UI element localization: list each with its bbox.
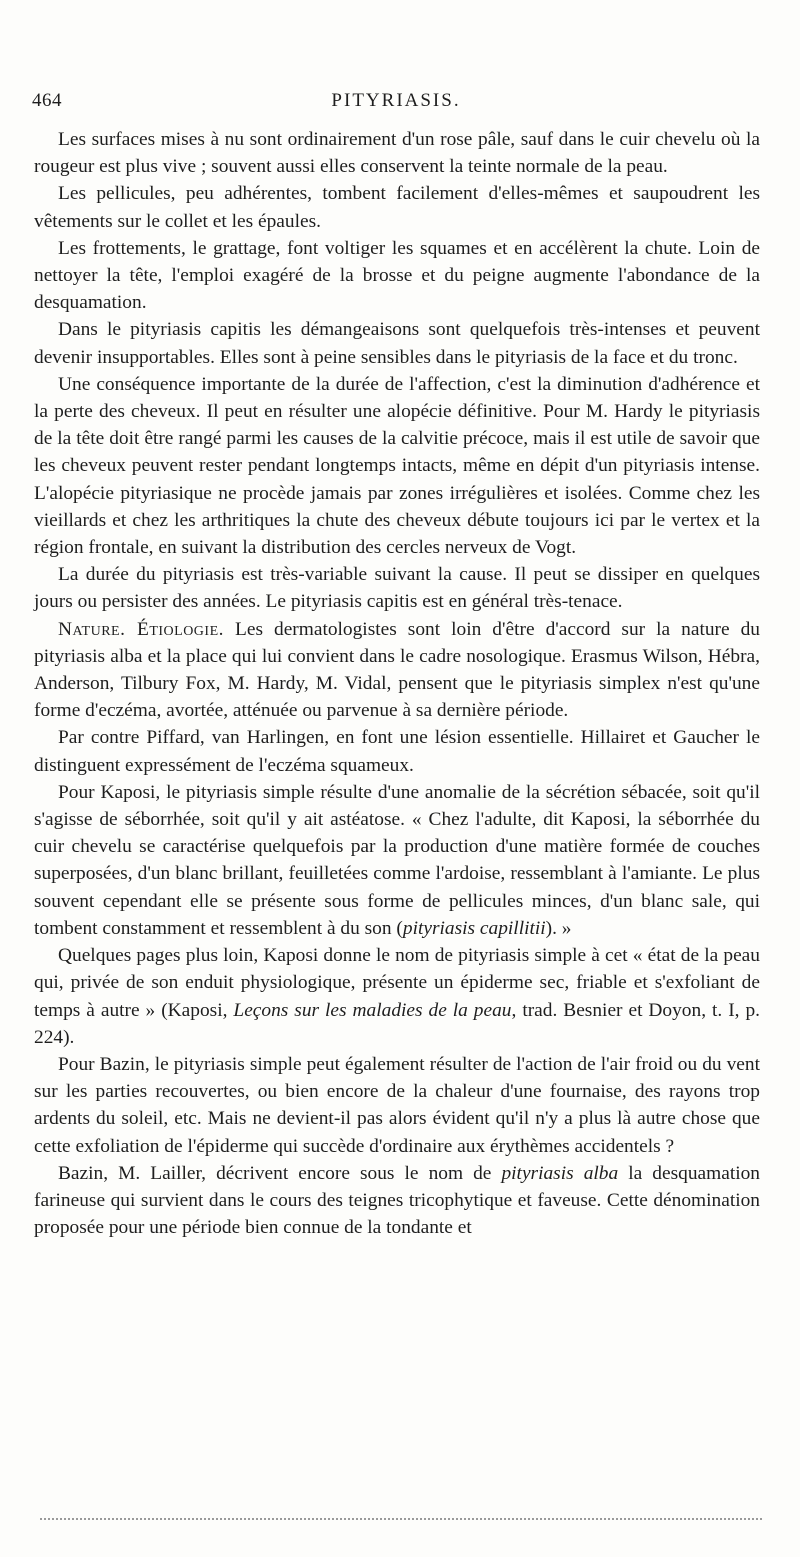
paragraph-9-end: ). » xyxy=(545,917,572,939)
section-heading: Nature. Étiologie. xyxy=(58,618,224,640)
paragraph-6: La durée du pityriasis est très-variable suivant la cause. Il peut se dissiper en quelques jours ou persister des années. Le pityriasis capitis est en général très-tenace. xyxy=(34,564,760,613)
body-text xyxy=(34,126,760,1241)
paragraph-9 xyxy=(34,779,760,942)
paragraph-8: Par contre Piffard, van Harlingen, en font une lésion essentielle. Hillairet et Gaucher le distinguent expressément de l'eczéma squameux. xyxy=(34,727,760,776)
paragraph-12-text: Bazin, M. Lailler, décrivent encore sous le nom de xyxy=(58,1162,502,1184)
paragraph-11: Pour Bazin, le pityriasis simple peut également résulter de l'action de l'air froid ou du vent sur les parties recouvertes, ou bien encore de la chaleur d'une fournaise, des rayons trop ardents du soleil, etc. Mais ne devient-il pas alors évident qu'il n'y a plus là autre chose que cette exfoliation de l'épiderme qui succède d'ordinaire aux érythèmes accidentels ? xyxy=(34,1053,760,1157)
page-number: 464 xyxy=(32,90,62,111)
footer-dotted-rule xyxy=(40,1518,762,1520)
italic-book-title: Leçons sur les maladies de la peau xyxy=(233,999,512,1021)
paragraph-3: Les frottements, le grattage, font voltiger les squames et en accélèrent la chute. Loin de nettoyer la tête, l'emploi exagéré de la brosse et du peigne augmente l'abondance de la desquamation. xyxy=(34,237,760,314)
page-header xyxy=(32,90,760,120)
paragraph-10 xyxy=(34,942,760,1051)
running-title: PITYRIASIS. xyxy=(331,90,461,111)
paragraph-12-end: la desquamation farineuse qui survient dans le cours des teignes tricophytique et faveuse. Cette dénomination proposée pour une période bien connue de la tondante et xyxy=(34,1162,760,1239)
paragraph-4: Dans le pityriasis capitis les démangeaisons sont quelquefois très-intenses et peuvent devenir insupportables. Elles sont à peine sensibles dans le pityriasis de la face et du tronc. xyxy=(34,319,760,368)
paragraph-7-text: Les dermatologistes sont loin d'être d'accord sur la nature du pityriasis alba et la place qui lui convient dans le cadre nosologique. Erasmus Wilson, Hébra, Anderson, Tilbury Fox, M. Hardy, M. Vidal, pensent que le pityriasis simplex n'est qu'une forme d'eczéma, avortée, atténuée ou parvenue à sa dernière période. xyxy=(34,618,760,722)
italic-term: pityriasis capillitii xyxy=(402,917,546,939)
paragraph-1: Les surfaces mises à nu sont ordinairement d'un rose pâle, sauf dans le cuir chevelu où la rougeur est plus vive ; souvent aussi elles conservent la teinte normale de la peau. xyxy=(34,129,760,178)
paragraph-5: Une conséquence importante de la durée de l'affection, c'est la diminution d'adhérence et la perte des cheveux. Il peut en résulter une alopécie définitive. Pour M. Hardy le pityriasis de la tête doit être rangé parmi les causes de la calvitie précoce, mais il est utile de savoir que les cheveux peuvent rester pendant longtemps intacts, même en dépit d'un pityriasis intense. L'alopécie pityriasique ne procède jamais par zones irrégulières et isolées. Comme chez les vieillards et chez les arthritiques la chute des cheveux débute toujours ici par le vertex et la région frontale, en suivant la distribution des cercles nerveux de Vogt. xyxy=(34,373,760,559)
paragraph-2: Les pellicules, peu adhérentes, tombent facilement d'elles-mêmes et saupoudrent les vêtements sur le collet et les épaules. xyxy=(34,183,760,232)
paragraph-10-text: Quelques pages plus loin, Kaposi donne le nom de pityriasis simple à cet « état de la peau qui, privée de son enduit physiologique, présente un épiderme sec, friable et s'exfoliant de temps à autre » (Kaposi, xyxy=(34,945,760,1021)
paragraph-9-text: Pour Kaposi, le pityriasis simple résulte d'une anomalie de la sécrétion sébacée, soit qu'il s'agisse de séborrhée, soit qu'il y ait astéatose. « Chez l'adulte, dit Kaposi, la séborrhée du cuir chevelu se caractérise quelquefois par la production d'une matière formée de couches superposées, d'un blanc brillant, feuilletées comme l'ardoise, ressemblant à l'amiante. Le plus souvent cependant elle se présente sous forme de pellicules minces, d'un blanc sale, qui tombent constamment et ressemblent à du son ( xyxy=(34,781,760,939)
paragraph-12 xyxy=(34,1160,760,1242)
paragraph-10-end: , trad. Besnier et Doyon, t. I, p. 224). xyxy=(34,999,760,1048)
italic-term: pityriasis alba xyxy=(501,1162,619,1184)
paragraph-7 xyxy=(34,616,760,725)
